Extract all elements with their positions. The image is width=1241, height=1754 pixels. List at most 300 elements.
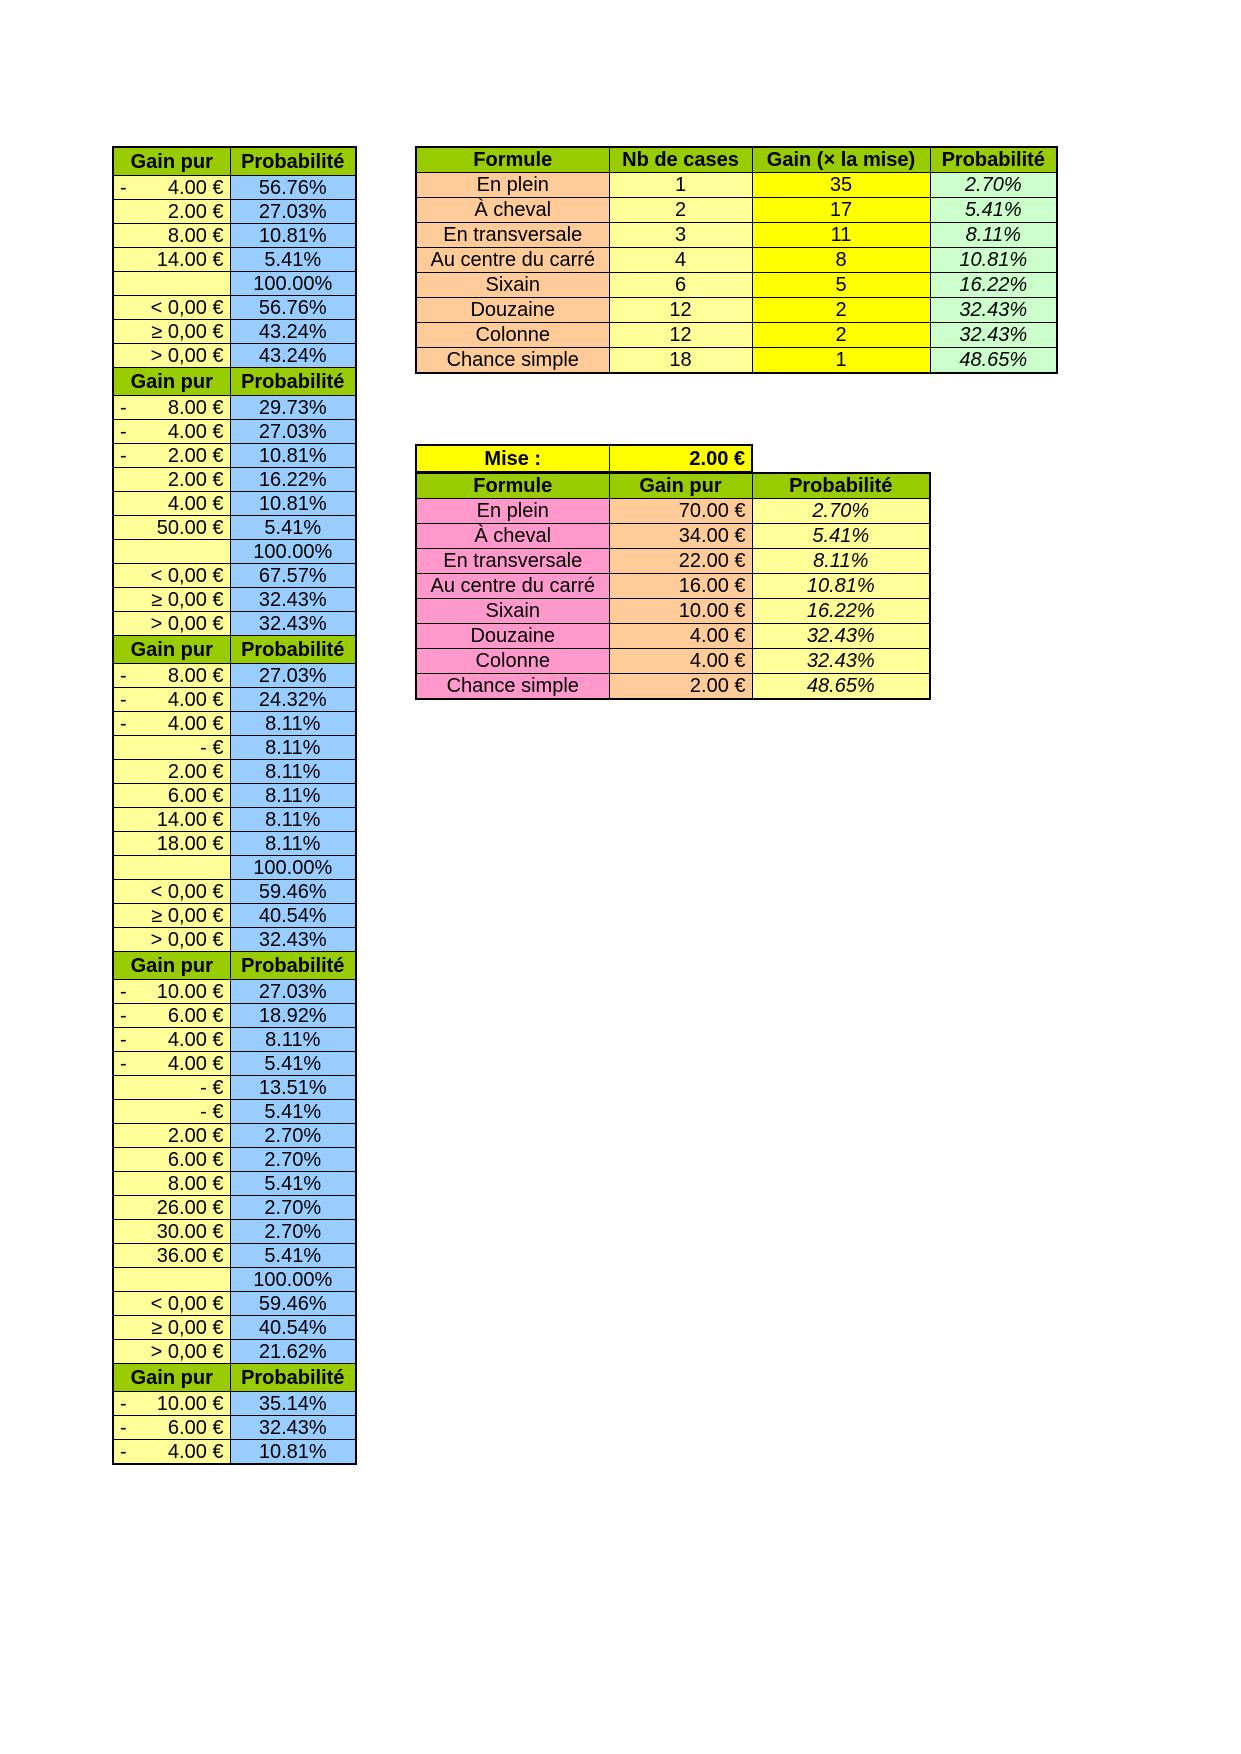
gain-cell: [113, 1340, 230, 1364]
gain-cell: [113, 396, 230, 420]
formule-cell: En transversale: [416, 223, 609, 248]
gain-cell: [113, 272, 230, 296]
table-row: [113, 492, 356, 516]
left-header-row: [113, 368, 356, 396]
probability-cell: 8.11%: [230, 784, 356, 808]
gain-value: < 0,00 €: [150, 1292, 224, 1315]
gain-value: < 0,00 €: [150, 880, 224, 903]
gain-value: 4.00 €: [167, 712, 224, 735]
probability-cell: 16.22%: [930, 273, 1057, 298]
probability-cell: 100.00%: [230, 856, 356, 880]
gain-cell: [113, 1076, 230, 1100]
gain-value: 8.00 €: [167, 396, 224, 419]
sign-mark: -: [120, 1004, 127, 1027]
table-row: [113, 808, 356, 832]
gain-value: ≥ 0,00 €: [151, 588, 224, 611]
multiplier-cell: 1: [752, 348, 930, 374]
cases-cell: 12: [609, 298, 752, 323]
probability-cell: 10.81%: [230, 492, 356, 516]
gain-cell: 2.00 €: [609, 674, 752, 700]
gain-cell: [113, 248, 230, 272]
gain-cell: [113, 832, 230, 856]
probability-cell: 100.00%: [230, 272, 356, 296]
formule-cell: Chance simple: [416, 674, 609, 700]
formule-cell: Au centre du carré: [416, 574, 609, 599]
gain-cell: [113, 564, 230, 588]
header-cell: Gain pur: [113, 147, 230, 176]
sign-mark: -: [120, 176, 127, 199]
table-row: [113, 1172, 356, 1196]
table-row: [113, 296, 356, 320]
probability-cell: 8.11%: [230, 1028, 356, 1052]
probability-cell: 48.65%: [930, 348, 1057, 374]
table-row: [416, 599, 930, 624]
gain-cell: [113, 904, 230, 928]
header-cell: Nb de cases: [609, 147, 752, 173]
gain-cell: 70.00 €: [609, 499, 752, 524]
probability-cell: 8.11%: [230, 760, 356, 784]
gain-cell: [113, 1440, 230, 1465]
gain-value: - €: [200, 1076, 224, 1099]
gain-cell: [113, 980, 230, 1004]
table-row: [113, 1340, 356, 1364]
gain-cell: [113, 736, 230, 760]
multiplier-cell: 35: [752, 173, 930, 198]
probability-cell: 8.11%: [230, 808, 356, 832]
probability-cell: 10.81%: [230, 444, 356, 468]
table-row: [113, 1148, 356, 1172]
table-row: [416, 624, 930, 649]
cases-cell: 6: [609, 273, 752, 298]
gain-cell: [113, 880, 230, 904]
header-cell: Gain pur: [113, 1364, 230, 1392]
left-header-row: [113, 1364, 356, 1392]
gain-cell: [113, 468, 230, 492]
probability-cell: 59.46%: [230, 880, 356, 904]
formula-header-row: [416, 147, 1057, 173]
probability-cell: 5.41%: [230, 516, 356, 540]
formule-cell: Douzaine: [416, 624, 609, 649]
header-cell: Probabilité: [230, 147, 356, 176]
probability-cell: 32.43%: [230, 928, 356, 952]
table-row: [113, 1028, 356, 1052]
gain-value: 4.00 €: [167, 420, 224, 443]
formule-cell: Au centre du carré: [416, 248, 609, 273]
probability-cell: 5.41%: [230, 248, 356, 272]
header-cell: Probabilité: [230, 952, 356, 980]
table-row: [113, 1440, 356, 1465]
probability-cell: 2.70%: [230, 1124, 356, 1148]
probability-cell: 16.22%: [752, 599, 930, 624]
table-row: [113, 1244, 356, 1268]
table-row: [113, 712, 356, 736]
gain-cell: [113, 492, 230, 516]
probability-cell: 10.81%: [752, 574, 930, 599]
gain-cell: [113, 808, 230, 832]
table-row: [113, 1052, 356, 1076]
table-row: [113, 248, 356, 272]
gain-cell: 4.00 €: [609, 624, 752, 649]
probability-cell: 2.70%: [230, 1196, 356, 1220]
table-row: [113, 1124, 356, 1148]
probability-cell: 100.00%: [230, 540, 356, 564]
gain-cell: [113, 320, 230, 344]
gain-value: 4.00 €: [167, 176, 224, 199]
table-row: [113, 904, 356, 928]
table-row: [416, 524, 930, 549]
cases-cell: 1: [609, 173, 752, 198]
gain-cell: [113, 588, 230, 612]
probability-cell: 48.65%: [752, 674, 930, 700]
sign-mark: -: [120, 420, 127, 443]
table-row: [113, 760, 356, 784]
gain-value: 6.00 €: [167, 1148, 224, 1171]
gain-cell: [113, 688, 230, 712]
gain-value: 18.00 €: [156, 832, 224, 855]
probability-cell: 32.43%: [230, 588, 356, 612]
table-row: [113, 856, 356, 880]
probability-cell: 27.03%: [230, 200, 356, 224]
probability-cell: 40.54%: [230, 1316, 356, 1340]
gain-value: 4.00 €: [167, 1028, 224, 1051]
table-row: [113, 736, 356, 760]
formule-cell: Colonne: [416, 323, 609, 348]
gain-cell: [113, 1392, 230, 1416]
gain-value: 8.00 €: [167, 664, 224, 687]
gain-value: 6.00 €: [167, 1416, 224, 1439]
probability-cell: 24.32%: [230, 688, 356, 712]
header-cell: Probabilité: [930, 147, 1057, 173]
table-row: [113, 344, 356, 368]
gain-cell: [113, 224, 230, 248]
header-cell: Probabilité: [230, 1364, 356, 1392]
gain-cell: [113, 344, 230, 368]
gain-cell: [113, 664, 230, 688]
table-row: [416, 323, 1057, 348]
table-row: [113, 612, 356, 636]
probability-cell: 27.03%: [230, 664, 356, 688]
probability-cell: 5.41%: [230, 1052, 356, 1076]
table-row: [113, 1292, 356, 1316]
header-cell: Gain (× la mise): [752, 147, 930, 173]
probability-cell: 27.03%: [230, 980, 356, 1004]
gain-value: ≥ 0,00 €: [151, 320, 224, 343]
multiplier-cell: 8: [752, 248, 930, 273]
table-row: [113, 516, 356, 540]
table-row: [113, 564, 356, 588]
formule-cell: À cheval: [416, 198, 609, 223]
table-row: [113, 928, 356, 952]
table-row: [113, 200, 356, 224]
gain-cell: [113, 1292, 230, 1316]
gain-cell: [113, 1244, 230, 1268]
gain-value: 50.00 €: [156, 516, 224, 539]
gain-value: 2.00 €: [167, 444, 224, 467]
table-row: [113, 1268, 356, 1292]
gain-cell: [113, 1100, 230, 1124]
gain-cell: [113, 784, 230, 808]
mise-row: [416, 445, 752, 472]
sign-mark: -: [120, 444, 127, 467]
table-row: [416, 499, 930, 524]
header-cell: Gain pur: [609, 473, 752, 499]
gain-cell: [113, 1028, 230, 1052]
gain-cell: [113, 1172, 230, 1196]
gain-cell: [113, 1004, 230, 1028]
gain-cell: [113, 760, 230, 784]
formule-cell: En plein: [416, 173, 609, 198]
table-row: [416, 198, 1057, 223]
table-row: [416, 348, 1057, 374]
gain-cell: 10.00 €: [609, 599, 752, 624]
header-cell: Formule: [416, 147, 609, 173]
gain-value: < 0,00 €: [150, 564, 224, 587]
probability-cell: 32.43%: [230, 1416, 356, 1440]
gain-value: > 0,00 €: [150, 344, 224, 367]
left-header-row: [113, 952, 356, 980]
gain-cell: [113, 540, 230, 564]
header-cell: Probabilité: [230, 368, 356, 396]
header-cell: Probabilité: [230, 636, 356, 664]
gain-cell: [113, 1316, 230, 1340]
cases-cell: 2: [609, 198, 752, 223]
gain-cell: [113, 1416, 230, 1440]
table-row: [113, 1392, 356, 1416]
probability-cell: 5.41%: [230, 1100, 356, 1124]
mise-value: 2.00 €: [609, 445, 752, 472]
table-row: [113, 224, 356, 248]
table-row: [113, 444, 356, 468]
table-row: [416, 223, 1057, 248]
table-row: [113, 1196, 356, 1220]
sign-mark: -: [120, 1392, 127, 1415]
gain-value: - €: [200, 1100, 224, 1123]
table-row: [113, 540, 356, 564]
gain-value: 8.00 €: [167, 224, 224, 247]
probability-cell: 43.24%: [230, 320, 356, 344]
probability-cell: 5.41%: [230, 1172, 356, 1196]
sign-mark: -: [120, 980, 127, 1003]
probability-cell: 59.46%: [230, 1292, 356, 1316]
formule-cell: À cheval: [416, 524, 609, 549]
gain-value: 10.00 €: [156, 980, 224, 1003]
table-row: [113, 1004, 356, 1028]
gain-cell: [113, 612, 230, 636]
table-row: [113, 320, 356, 344]
table-row: [416, 574, 930, 599]
probability-cell: 8.11%: [930, 223, 1057, 248]
probability-cell: 67.57%: [230, 564, 356, 588]
probability-cell: 21.62%: [230, 1340, 356, 1364]
probability-cell: 16.22%: [230, 468, 356, 492]
table-row: [113, 664, 356, 688]
gain-cell: [113, 516, 230, 540]
formule-cell: Sixain: [416, 273, 609, 298]
formule-cell: Sixain: [416, 599, 609, 624]
probability-cell: 35.14%: [230, 1392, 356, 1416]
table-row: [416, 298, 1057, 323]
sign-mark: -: [120, 1440, 127, 1463]
gain-value: - €: [200, 736, 224, 759]
probability-cell: 56.76%: [230, 296, 356, 320]
sign-mark: -: [120, 396, 127, 419]
sign-mark: -: [120, 712, 127, 735]
header-cell: Gain pur: [113, 636, 230, 664]
table-row: [113, 1076, 356, 1100]
cases-cell: 18: [609, 348, 752, 374]
gain-cell: 16.00 €: [609, 574, 752, 599]
mise-label: Mise :: [416, 445, 609, 472]
probability-cell: 8.11%: [230, 832, 356, 856]
gain-value: ≥ 0,00 €: [151, 904, 224, 927]
probability-cell: 2.70%: [930, 173, 1057, 198]
gain-cell: [113, 296, 230, 320]
gain-cell: 34.00 €: [609, 524, 752, 549]
formule-cell: Douzaine: [416, 298, 609, 323]
formule-cell: Colonne: [416, 649, 609, 674]
probability-cell: 2.70%: [230, 1220, 356, 1244]
table-row: [113, 832, 356, 856]
gain-value: 4.00 €: [167, 1052, 224, 1075]
formula-table: [415, 146, 1058, 374]
probability-cell: 10.81%: [230, 224, 356, 248]
sign-mark: -: [120, 1416, 127, 1439]
header-cell: Probabilité: [752, 473, 930, 499]
gain-value: 10.00 €: [156, 1392, 224, 1415]
gain-value: ≥ 0,00 €: [151, 1316, 224, 1339]
gain-value: 14.00 €: [156, 808, 224, 831]
probability-cell: 8.11%: [230, 712, 356, 736]
gain-value: 4.00 €: [167, 688, 224, 711]
gain-cell: [113, 1124, 230, 1148]
table-row: [416, 248, 1057, 273]
gain-cell: 4.00 €: [609, 649, 752, 674]
gain-cell: [113, 444, 230, 468]
table-row: [113, 1220, 356, 1244]
table-row: [416, 649, 930, 674]
gain-cell: [113, 176, 230, 200]
probability-cell: 32.43%: [752, 649, 930, 674]
multiplier-cell: 5: [752, 273, 930, 298]
header-cell: Formule: [416, 473, 609, 499]
gain-value: > 0,00 €: [150, 612, 224, 635]
table-row: [113, 880, 356, 904]
probability-cell: 100.00%: [230, 1268, 356, 1292]
probability-cell: 8.11%: [752, 549, 930, 574]
gain-cell: [113, 856, 230, 880]
table-row: [113, 272, 356, 296]
gain-value: 2.00 €: [167, 760, 224, 783]
probability-cell: 32.43%: [930, 323, 1057, 348]
table-row: [416, 273, 1057, 298]
table-row: [113, 396, 356, 420]
header-cell: Gain pur: [113, 368, 230, 396]
gain-cell: [113, 1220, 230, 1244]
multiplier-cell: 11: [752, 223, 930, 248]
probability-cell: 29.73%: [230, 396, 356, 420]
gain-value: 2.00 €: [167, 200, 224, 223]
gain-table: [415, 472, 931, 700]
table-row: [416, 173, 1057, 198]
table-row: [113, 1416, 356, 1440]
table-row: [113, 1316, 356, 1340]
gain-cell: [113, 1052, 230, 1076]
probability-cell: 2.70%: [230, 1148, 356, 1172]
probability-cell: 27.03%: [230, 420, 356, 444]
gain-header-row: [416, 473, 930, 499]
multiplier-cell: 2: [752, 298, 930, 323]
table-row: [113, 468, 356, 492]
probability-cell: 10.81%: [230, 1440, 356, 1465]
gain-value: 30.00 €: [156, 1220, 224, 1243]
table-row: [113, 980, 356, 1004]
sign-mark: -: [120, 1052, 127, 1075]
table-row: [113, 176, 356, 200]
probability-cell: 43.24%: [230, 344, 356, 368]
gain-value: 14.00 €: [156, 248, 224, 271]
gain-cell: [113, 1196, 230, 1220]
sign-mark: -: [120, 664, 127, 687]
multiplier-cell: 2: [752, 323, 930, 348]
table-row: [416, 549, 930, 574]
probability-cell: 2.70%: [752, 499, 930, 524]
multiplier-cell: 17: [752, 198, 930, 223]
sign-mark: -: [120, 1028, 127, 1051]
formule-cell: En transversale: [416, 549, 609, 574]
gain-cell: [113, 1148, 230, 1172]
probability-cell: 40.54%: [230, 904, 356, 928]
gain-value: 26.00 €: [156, 1196, 224, 1219]
table-row: [416, 674, 930, 700]
gain-value: 2.00 €: [167, 468, 224, 491]
gain-value: 2.00 €: [167, 1124, 224, 1147]
sign-mark: -: [120, 688, 127, 711]
gain-cell: 22.00 €: [609, 549, 752, 574]
table-row: [113, 420, 356, 444]
cases-cell: 12: [609, 323, 752, 348]
gain-cell: [113, 928, 230, 952]
table-row: [113, 688, 356, 712]
gain-cell: [113, 712, 230, 736]
probability-cell: 5.41%: [752, 524, 930, 549]
probability-cell: 32.43%: [230, 612, 356, 636]
probability-cell: 32.43%: [752, 624, 930, 649]
left-gain-probability-table: [112, 146, 357, 1465]
table-row: [113, 588, 356, 612]
table-row: [113, 784, 356, 808]
left-header-row: [113, 636, 356, 664]
gain-value: 8.00 €: [167, 1172, 224, 1195]
gain-value: > 0,00 €: [150, 928, 224, 951]
probability-cell: 32.43%: [930, 298, 1057, 323]
probability-cell: 18.92%: [230, 1004, 356, 1028]
gain-value: 36.00 €: [156, 1244, 224, 1267]
gain-cell: [113, 200, 230, 224]
header-cell: Gain pur: [113, 952, 230, 980]
probability-cell: 13.51%: [230, 1076, 356, 1100]
gain-value: 6.00 €: [167, 784, 224, 807]
gain-cell: [113, 1268, 230, 1292]
formule-cell: Chance simple: [416, 348, 609, 374]
probability-cell: 56.76%: [230, 176, 356, 200]
gain-value: < 0,00 €: [150, 296, 224, 319]
mise-table: [415, 444, 753, 473]
gain-value: > 0,00 €: [150, 1340, 224, 1363]
probability-cell: 8.11%: [230, 736, 356, 760]
gain-cell: [113, 420, 230, 444]
gain-value: 6.00 €: [167, 1004, 224, 1027]
gain-value: 4.00 €: [167, 492, 224, 515]
